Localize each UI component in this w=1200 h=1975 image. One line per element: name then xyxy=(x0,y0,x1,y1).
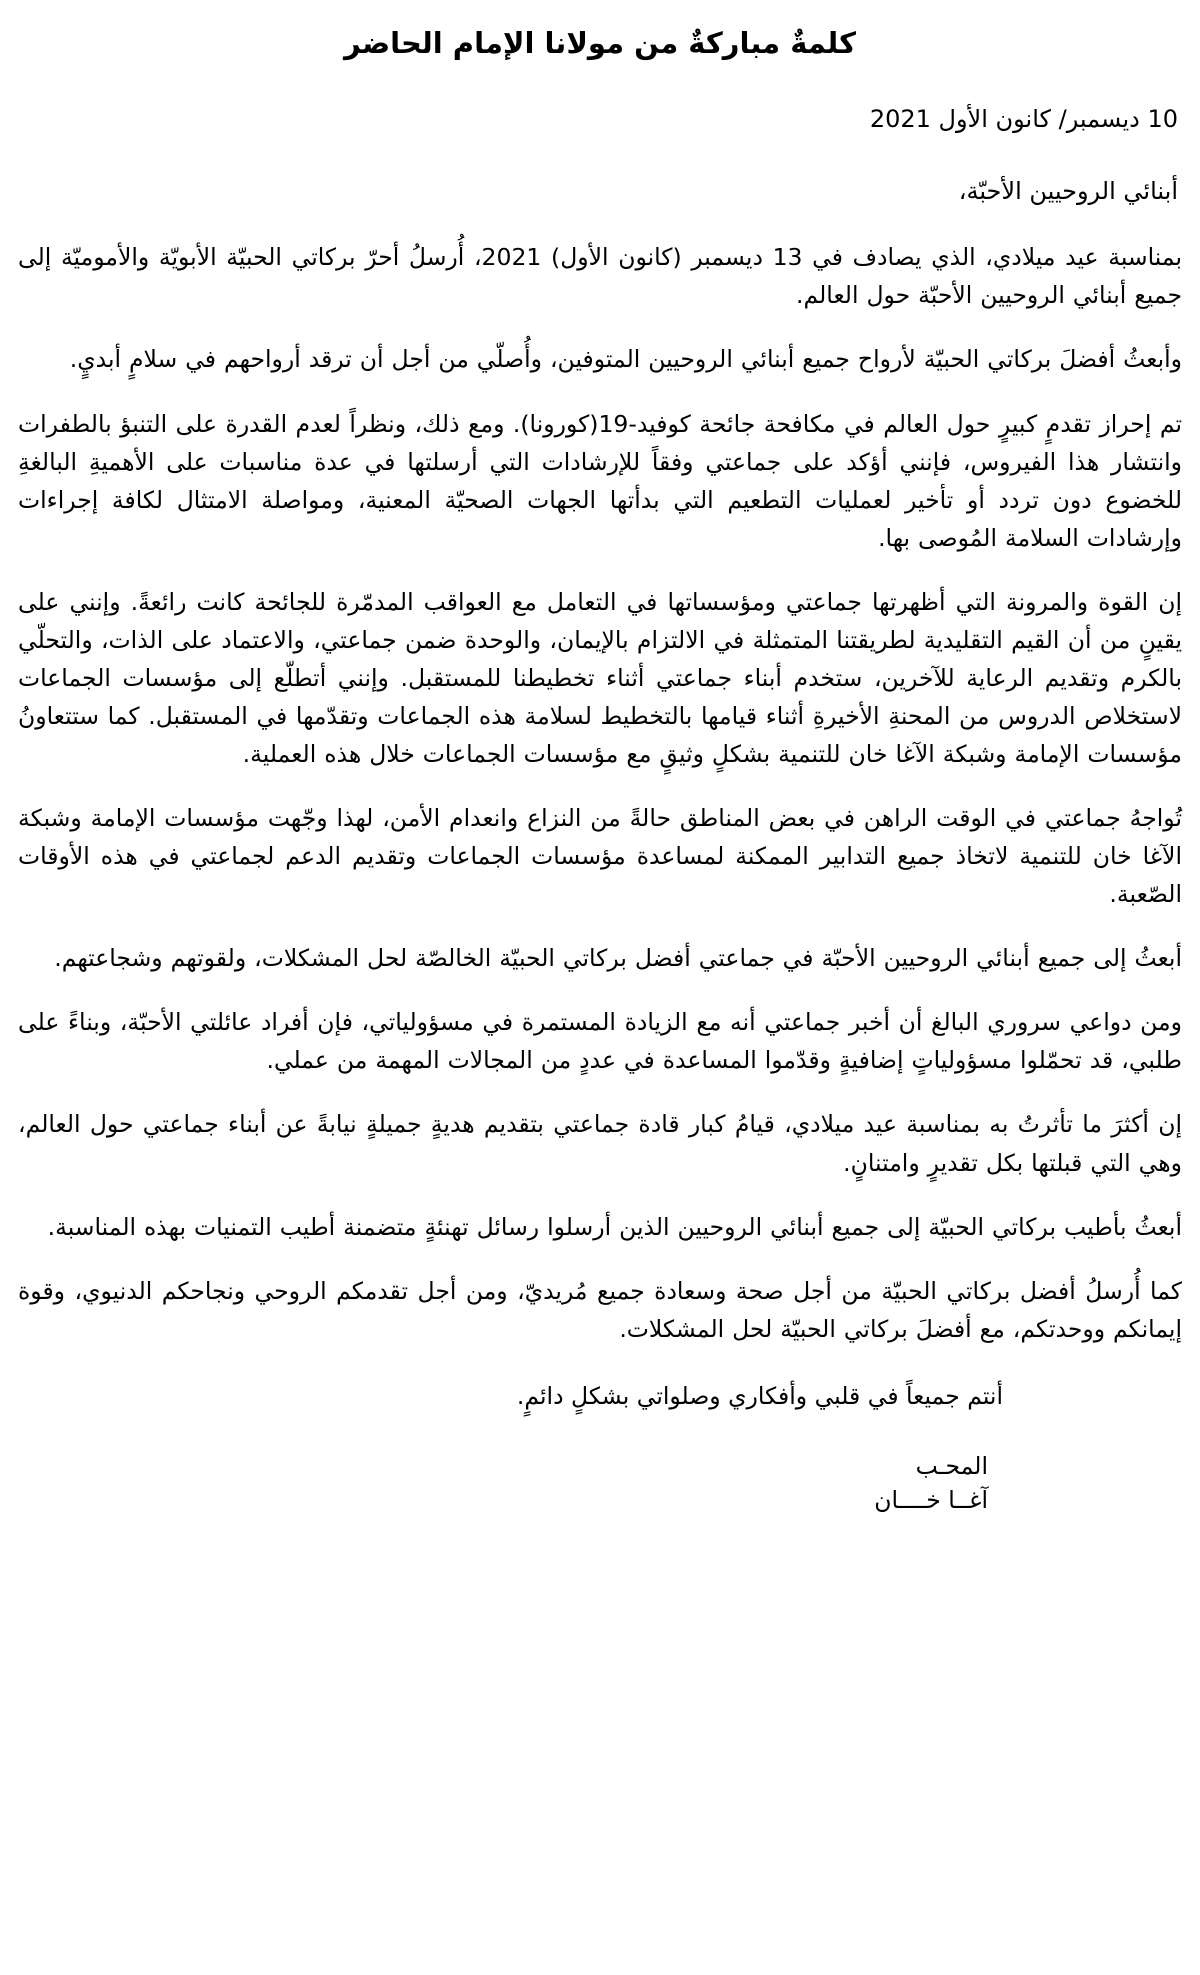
paragraph: تُواجهُ جماعتي في الوقت الراهن في بعض المناطق حالةً من النزاع وانعدام الأمن، لهذا وجّهت مؤسسات الإمامة وشبكة الآغا خان للتنمية لاتخاذ جميع التدابير الممكنة لمساعدة مؤسسات الجماعات وتقديم الدعم لجماعتي في هذه الأوقات الصّعبة. xyxy=(18,804,1182,909)
paragraph: أبعثُ بأطيب بركاتي الحبيّة إلى جميع أبنائي الروحيين الذين أرسلوا رسائل تهنئةٍ متضمنة أطيب التمنيات بهذه المناسبة. xyxy=(47,1212,1182,1241)
letter-date: 10 ديسمبر/ كانون الأول 2021 xyxy=(869,105,1178,134)
paragraph: إن القوة والمرونة التي أظهرتها جماعتي ومؤسساتها في التعامل مع العواقب المدمّرة للجائحة كانت رائعةً. وإنني على يقينٍ من أن القيم التقليدية لطريقتنا المتمثلة في الالتزام بالإيمان، والوحدة ضمن جماعتي، والاعتماد على الذات، والتحلّي بالكرم وتقديم الرعاية للآخرين، ستخدم أبناء جماعتي أثناء تخطيطنا للمستقبل. وإنني أتطلّع إلى مؤسسات الجماعات لاستخلاص الدروس من المحنةِ الأخيرةِ أثناء قيامها بالتخطيط لسلامة هذه الجماعات وتقدّمها في المستقبل. كما ستتعاونُ مؤسسات الإمامة وشبكة الآغا خان للتنمية بشكلٍ وثيقٍ مع مؤسسات الجماعات خلال هذه العملية. xyxy=(18,587,1182,769)
signature-name: آغــا خــــان xyxy=(874,1486,988,1515)
letter-salutation: أبنائي الروحيين الأحبّة، xyxy=(958,176,1178,205)
signature-block xyxy=(22,1449,1178,1517)
closing-line: أنتم جميعاً في قلبي وأفكاري وصلواتي بشكلٍ دائمٍ. xyxy=(516,1381,1003,1410)
letter-body xyxy=(18,238,1182,1347)
paragraph: كما أُرسلُ أفضل بركاتي الحبيّة من أجل صحة وسعادة جميع مُريديّ، ومن أجل تقدمكم الروحي ونجاحكم الدنيوي، وقوة إيمانكم ووحدتكم، مع أفضلَ بركاتي الحبيّة لحل المشكلات. xyxy=(18,1276,1182,1343)
paragraph: أبعثُ إلى جميع أبنائي الروحيين الأحبّة في جماعتي أفضل بركاتي الحبيّة الخالصّة لحل المشكلات، ولقوتهم وشجاعتهم. xyxy=(54,944,1182,973)
paragraph: ومن دواعي سروري البالغ أن أخبر جماعتي أنه مع الزيادة المستمرة في مسؤولياتي، فإن أفراد عائلتي الأحبّة، وبناءً على طلبي، قد تحمّلوا مسؤولياتٍ إضافيةٍ وقدّموا المساعدة في عددٍ من المجالات المهمة من عملي. xyxy=(18,1008,1182,1075)
paragraph: تم إحراز تقدمٍ كبيرٍ حول العالم في مكافحة جائحة كوفيد-19(كورونا). ومع ذلك، ونظراً لعدم القدرة على التنبؤ بالطفرات وانتشار هذا الفيروس، فإنني أؤكد على جماعتي وفقاً للإرشادات التي أرسلتها في عدة مناسبات على الأهميةِ البالغةِ للخضوع دون تردد أو تأخير لعمليات التطعيم التي بدأتها الجهات الصحيّة المعنية، ومواصلة الامتثال لكافة إجراءات وإرشادات السلامة المُوصى بها. xyxy=(18,409,1182,552)
signature-valediction: المحـب xyxy=(915,1452,988,1481)
page-title: كلمةٌ مباركةٌ من مولانا الإمام الحاضر xyxy=(344,26,856,60)
paragraph: بمناسبة عيد ميلادي، الذي يصادف في 13 ديسمبر (كانون الأول) 2021، أُرسلُ أحرّ بركاتي الحبيّة الأبويّة والأموميّة إلى جميع أبنائي الروحيين الأحبّة حول العالم. xyxy=(18,243,1182,310)
paragraph: إن أكثرَ ما تأثرتُ به بمناسبة عيد ميلادي، قيامُ كبار قادة جماعتي بتقديم هديةٍ جميلةٍ نيابةً عن أبناء جماعتي حول العالم، وهي التي قبلتها بكل تقديرٍ وامتنانٍ. xyxy=(18,1110,1182,1177)
paragraph: وأبعثُ أفضلَ بركاتي الحبيّة لأرواح جميع أبنائي الروحيين المتوفين، وأُصلّي من أجل أن ترقد أرواحهم في سلامٍ أبديٍ. xyxy=(69,345,1182,374)
